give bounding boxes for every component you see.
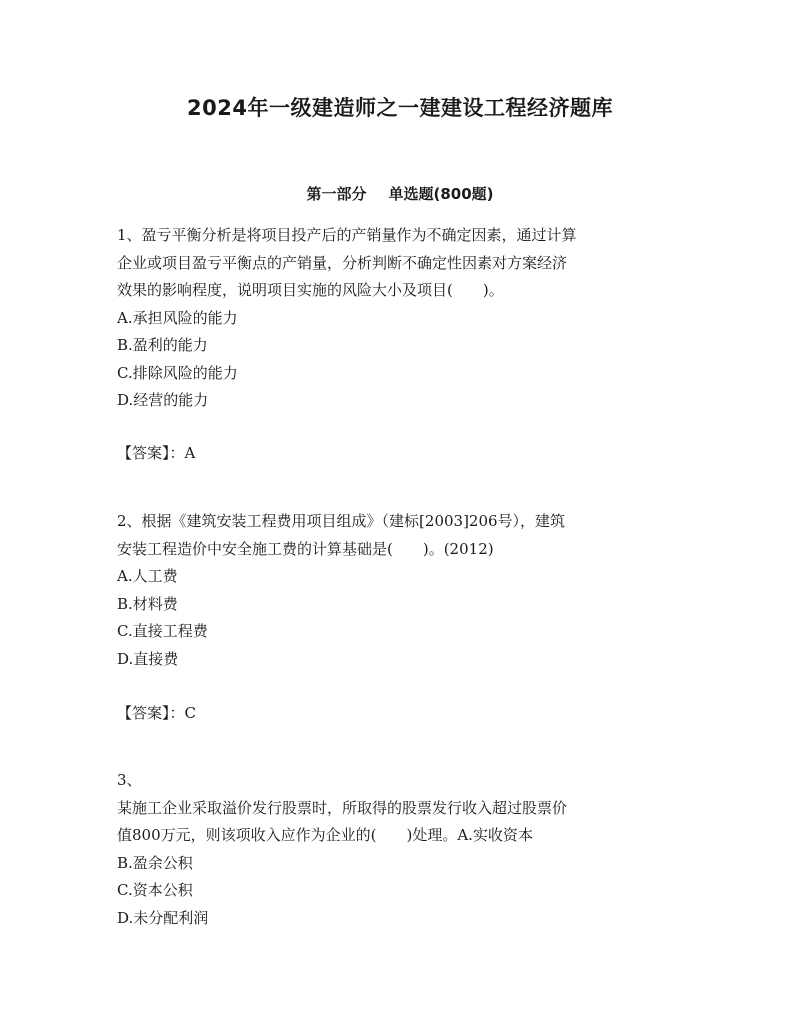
option-c: C.直接工程费 <box>117 622 208 640</box>
option-a: A.人工费 <box>117 567 178 585</box>
document-title: 2024年一级建造师之一建建设工程经济题库 <box>187 96 613 120</box>
question-stem-line: 3、 <box>117 771 142 789</box>
option-b: B.材料费 <box>117 594 178 613</box>
question-stem-line: 效果的影响程度，说明项目实施的风险大小及项目( )。 <box>117 281 504 299</box>
option-a: A.承担风险的能力 <box>117 308 238 327</box>
question-stem-line: 2、根据《建筑安装工程费用项目组成》（建标[2003]206号），建筑 <box>117 512 566 530</box>
section-name: 单选题(800题) <box>388 185 494 203</box>
option-b: B.盈余公积 <box>117 853 193 872</box>
question-stem-line: 某施工企业采取溢价发行股票时，所取得的股票发行收入超过股票价 <box>117 798 568 817</box>
section-heading <box>0 183 800 204</box>
option-c: C.排除风险的能力 <box>117 363 238 382</box>
answer-1: 【答案】：A <box>117 444 196 462</box>
question-2 <box>117 508 692 673</box>
question-stem-line: 1、盈亏平衡分析是将项目投产后的产销量作为不确定因素，通过计算 <box>117 226 577 244</box>
question-stem-line: 企业或项目盈亏平衡点的产销量，分析判断不确定性因素对方案经济 <box>117 253 568 272</box>
option-c: C.资本公积 <box>117 881 193 899</box>
option-b: B.盈利的能力 <box>117 336 208 354</box>
section-part: 第一部分 <box>306 185 367 203</box>
option-d: D.经营的能力 <box>117 391 209 409</box>
option-d: D.未分配利润 <box>117 908 209 927</box>
option-d: D.直接费 <box>117 649 179 668</box>
question-stem-line: 值800万元，则该项收入应作为企业的( )处理。A.实收资本 <box>117 826 533 844</box>
question-3 <box>117 767 692 932</box>
answer-2: 【答案】：C <box>117 704 196 722</box>
question-stem-line: 安装工程造价中安全施工费的计算基础是( )。(2012) <box>117 539 494 558</box>
question-1 <box>117 222 692 415</box>
